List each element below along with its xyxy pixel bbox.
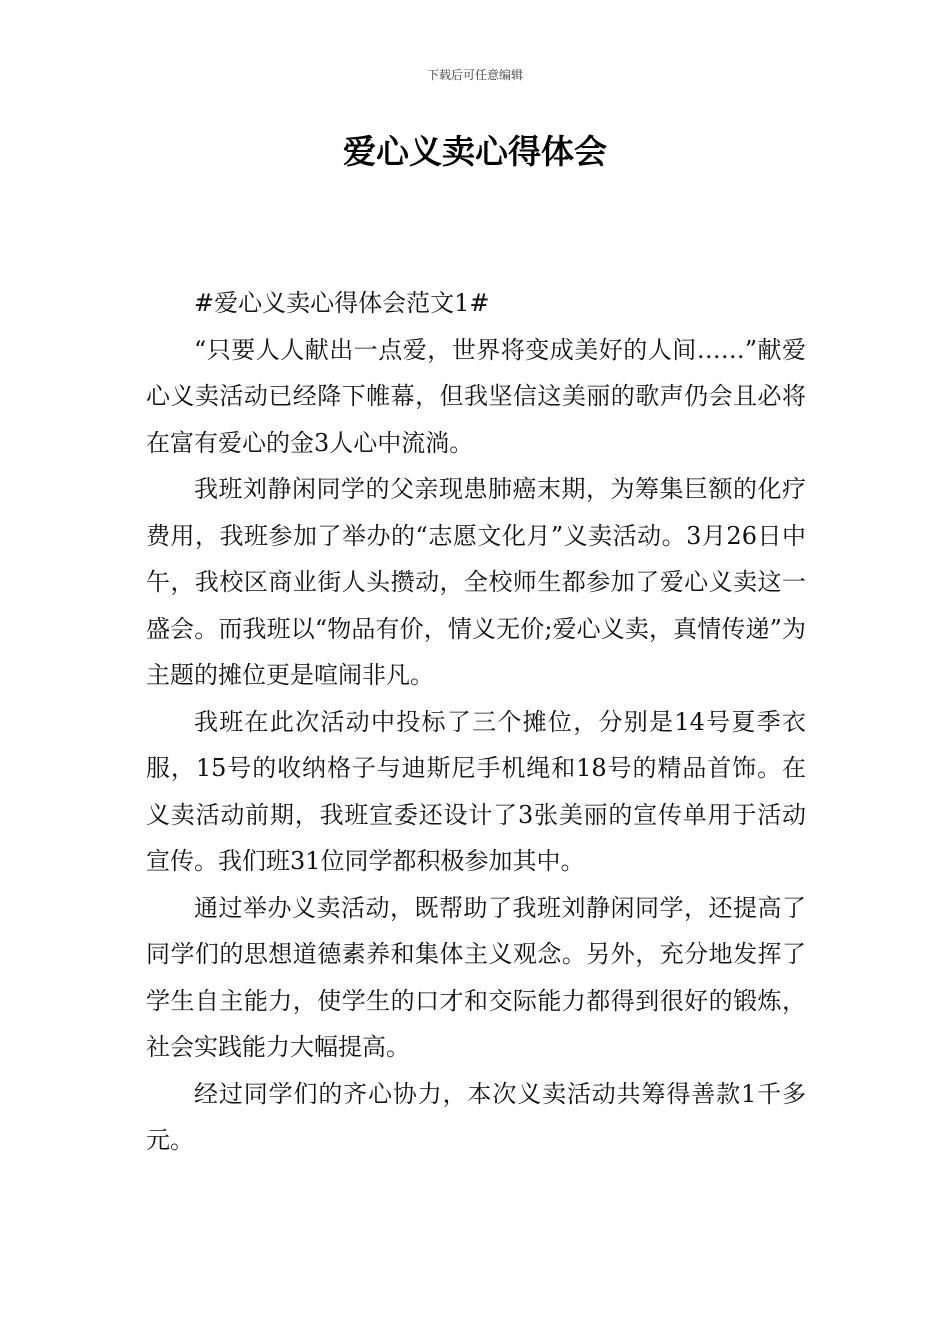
document-body <box>146 280 806 1164</box>
document-title: 爱心义卖心得体会 <box>343 132 607 171</box>
paragraph-2: 我班刘静闲同学的父亲现患肺癌末期，为筹集巨额的化疗费用，我班参加了举办的“志愿文化月”义卖活动。3月26日中午，我校区商业街人头攒动，全校师生都参加了爱心义卖这一盛会。而我班以“物品有价，情义无价;爱心义卖，真情传递”为主题的摊位更是喧闹非凡。 <box>146 475 806 689</box>
section-heading: #爱心义卖心得体会范文1# <box>194 289 490 317</box>
header-note: 下载后可任意编辑 <box>426 68 523 82</box>
paragraph-5: 经过同学们的齐心协力，本次义卖活动共筹得善款1千多元。 <box>146 1079 806 1154</box>
paragraph-1: “只要人人献出一点爱，世界将变成美好的人间……”献爱心义卖活动已经降下帷幕，但我坚信这美丽的歌声仍会且必将在富有爱心的金3人心中流淌。 <box>146 335 806 457</box>
paragraph-3: 我班在此次活动中投标了三个摊位，分别是14号夏季衣服，15号的收纳格子与迪斯尼手机绳和18号的精品首饰。在义卖活动前期，我班宣委还设计了3张美丽的宣传单用于活动宣传。我们班31位同学都积极参加其中。 <box>146 707 806 875</box>
paragraph-4: 通过举办义卖活动，既帮助了我班刘静闲同学，还提高了同学们的思想道德素养和集体主义观念。另外，充分地发挥了学生自主能力，使学生的口才和交际能力都得到很好的锻炼，社会实践能力大幅提高。 <box>146 893 806 1061</box>
